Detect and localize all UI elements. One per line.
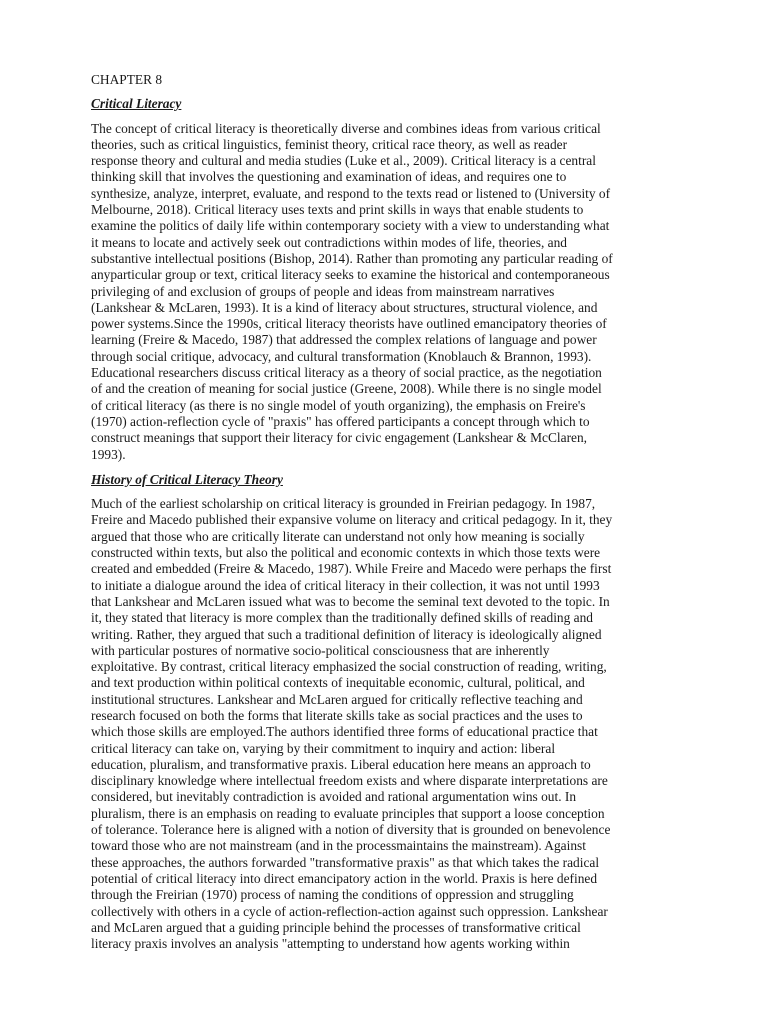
section-heading-history: History of Critical Literacy Theory xyxy=(91,471,283,487)
section-heading-critical-literacy: Critical Literacy xyxy=(91,96,182,112)
section-body-critical-literacy: The concept of critical literacy is theoretically diverse and combines ideas from various critical theories, such as critical linguistics, feminist theory, critical race theory, as well as reader response theory and cultural and media studies (Luke et al., 2009). Critical literacy is a central thinking skill that involves the questioning and examination of ideas, and requires one to synthesize, analyze, interpret, evaluate, and respond to the texts read or listened to (University of Melbourne, 2018). Critical literacy uses texts and print skills in ways that enable students to examine the politics of daily life within contemporary society with a view to understanding what it means to locate and actively seek out contradictions within modes of life, theories, and substantive intellectual positions (Bishop, 2014). Rather than promoting any particular reading of anyparticular group or text, critical literacy seeks to examine the historical and contemporaneous privileging of and exclusion of groups of people and ideas from mainstream narratives (Lankshear & McLaren, 1993). It is a kind of literacy about structures, structural violence, and power systems.Since the 1990s, critical literacy theorists have outlined emancipatory theories of learning (Freire & Macedo, 1987) that addressed the complex relations of language and power through social critique, advocacy, and cultural transformation (Knoblauch & Brannon, 1993). Educational researchers discuss critical literacy as a theory of social practice, as the negotiation of and the creation of meaning for social justice (Greene, 2008). While there is no single model of critical literacy (as there is no single model of youth organizing), the emphasis on Freire's (1970) action-reflection cycle of "praxis" has offered participants a concept through which to construct meanings that support their literacy for civic engagement (Lankshear & McClaren, 1993). xyxy=(91,120,613,462)
document-page xyxy=(91,72,661,961)
section-body-history: Much of the earliest scholarship on critical literacy is grounded in Freirian pedagogy. In 1987, Freire and Macedo published their expansive volume on literacy and critical pedagogy. In it, they argued that those who are critically literate can understand not only how meaning is socially constructed within texts, but also the political and economic contexts in which those texts were created and embedded (Freire & Macedo, 1987). While Freire and Macedo were perhaps the first to initiate a dialogue around the idea of critical literacy in their collection, it was not until 1993 that Lankshear and McLaren issued what was to become the seminal text devoted to the topic. In it, they stated that literacy is more complex than the traditionally defined skills of reading and writing. Rather, they argued that such a traditional definition of literacy is ideologically aligned with particular postures of normative socio-political consciousness that are inherently exploitative. By contrast, critical literacy emphasized the social construction of reading, writing, and text production within political contexts of inequitable economic, cultural, political, and institutional structures. Lankshear and McLaren argued for critically reflective teaching and research focused on both the forms that literate skills take as social practices and the uses to which those skills are employed.The authors identified three forms of educational practice that critical literacy can take on, varying by their commitment to inquiry and action: liberal education, pluralism, and transformative praxis. Liberal education here means an approach to disciplinary knowledge where intellectual freedom exists and where disparate interpretations are considered, but inevitably contradiction is avoided and rational argumentation wins out. In pluralism, there is an emphasis on reading to evaluate principles that support a loose conception of tolerance. Tolerance here is aligned with a notion of diversity that is grounded on benevolence toward those who are not mainstream (and in the processmaintains the mainstream). Against these approaches, the authors forwarded "transformative praxis" as that which takes the radical potential of critical literacy into direct emancipatory action in the world. Praxis is here defined through the Freirian (1970) process of naming the conditions of oppression and struggling collectively with others in a cycle of action-reflection-action against such oppression. Lankshear and McLaren argued that a guiding principle behind the processes of transformative critical literacy praxis involves an analysis "attempting to understand how agents working within xyxy=(91,496,613,952)
chapter-label: CHAPTER 8 xyxy=(91,72,163,87)
